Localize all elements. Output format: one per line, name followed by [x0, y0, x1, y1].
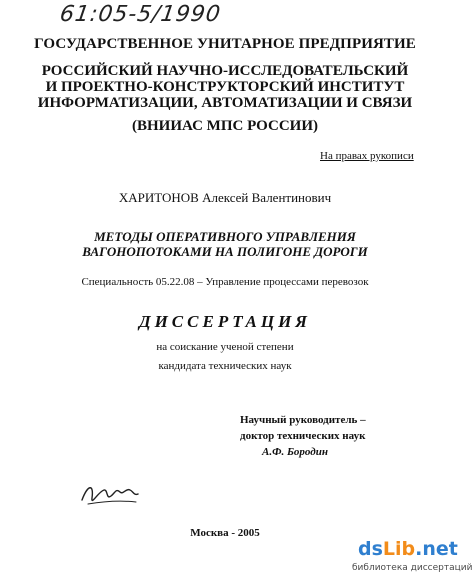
author-name: ХАРИТОНОВ Алексей Валентинович: [118, 190, 332, 205]
org-line-2: РОССИЙСКИЙ НАУЧНО-ИССЛЕДОВАТЕЛЬСКИЙ: [41, 63, 409, 79]
supervisor-name: А.Ф. Бородин: [262, 446, 328, 458]
supervisor-degree: доктор технических наук: [240, 430, 366, 442]
title-line-1: МЕТОДЫ ОПЕРАТИВНОГО УПРАВЛЕНИЯ: [94, 229, 356, 244]
rights-note: На правах рукописи: [320, 150, 414, 162]
org-name-block: [0, 63, 450, 111]
handwritten-archive-number: 61:05-5/1990: [58, 2, 223, 27]
watermark-lib: Lib: [382, 538, 416, 560]
degree-line-1: на соискание ученой степени: [156, 341, 294, 353]
watermark-ds: ds: [358, 538, 383, 560]
title-line-2: ВАГОНОПОТОКАМИ НА ПОЛИГОНЕ ДОРОГИ: [82, 244, 368, 259]
supervisor-role: Научный руководитель –: [240, 414, 366, 426]
city-year: Москва - 2005: [190, 527, 260, 539]
org-line-1: ГОСУДАРСТВЕННОЕ УНИТАРНОЕ ПРЕДПРИЯТИЕ: [34, 36, 416, 52]
watermark-logo: [358, 538, 458, 560]
degree-statement: [0, 338, 450, 376]
degree-line-2: кандидата технических наук: [158, 360, 292, 372]
author-signature-icon: [78, 478, 142, 514]
org-line-3: И ПРОЕКТНО-КОНСТРУКТОРСКИЙ ИНСТИТУТ: [45, 79, 405, 95]
dissertation-title: [0, 229, 450, 259]
org-abbreviation: (ВНИИАС МПС РОССИИ): [132, 118, 318, 134]
specialty-line: Специальность 05.22.08 – Управление процессами перевозок: [81, 276, 369, 288]
org-line-4: ИНФОРМАТИЗАЦИИ, АВТОМАТИЗАЦИИ И СВЯЗИ: [37, 95, 413, 111]
watermark-net: .net: [415, 538, 458, 560]
watermark-tagline: библиотека диссертаций: [352, 563, 472, 573]
document-type-heading: ДИССЕРТАЦИЯ: [138, 312, 312, 331]
